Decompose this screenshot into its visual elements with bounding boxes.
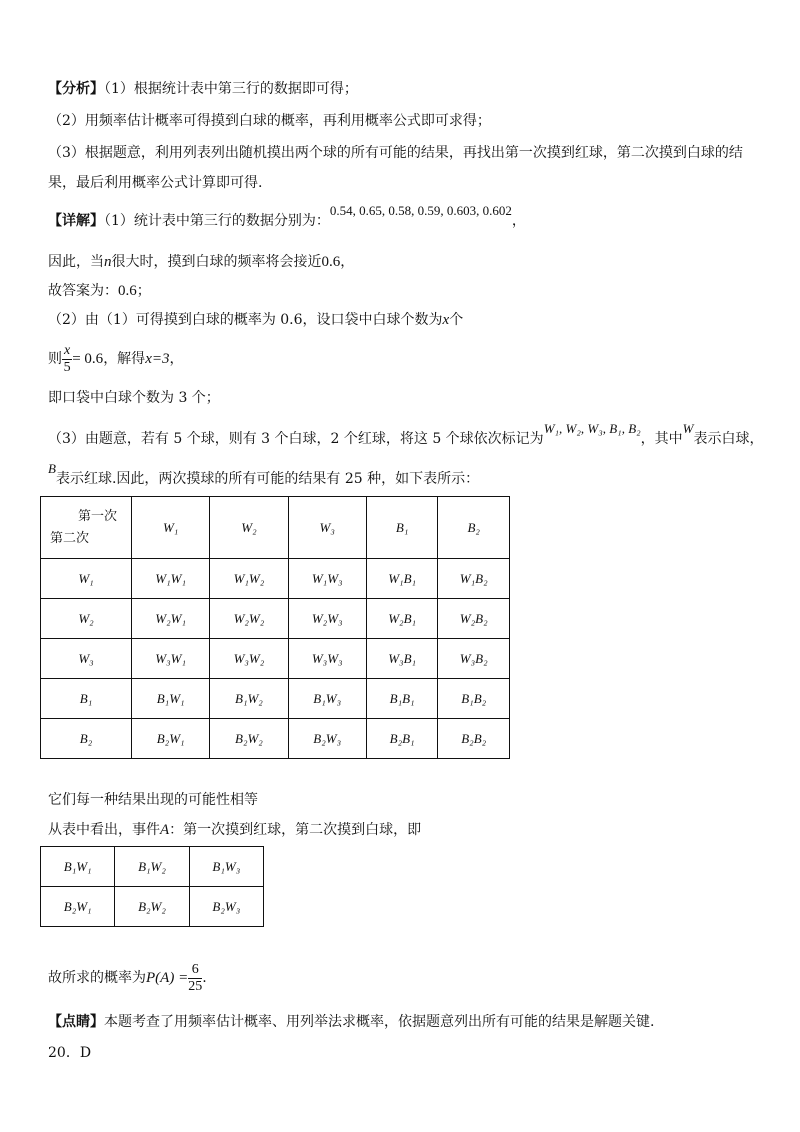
table-cell: B₁W₂ xyxy=(115,847,189,887)
ball-labels: W₁, W₂, W₃, B₁, B₂ xyxy=(543,421,641,436)
fraction-x-over-5 xyxy=(62,343,72,376)
detail-end-1: ， xyxy=(511,213,526,229)
table-row xyxy=(41,679,510,719)
event-table xyxy=(40,846,264,927)
detail-text-7b: ，其中 xyxy=(640,431,683,447)
event-a: A xyxy=(160,822,170,838)
detail-line-8 xyxy=(48,461,480,489)
table-cell: B₂B₁ xyxy=(366,719,438,759)
table-row xyxy=(41,887,264,927)
detail-text-8: 表示红球.因此，两次摸球的所有可能的结果有 25 种，如下表所示： xyxy=(55,471,480,487)
col-header: W₃ xyxy=(288,497,366,559)
detail-label: 【详解】 xyxy=(48,213,104,229)
detail-text-2b: 很大时，摸到白球的频率将会接近 xyxy=(111,254,322,270)
table-cell: W₂W₂ xyxy=(210,599,288,639)
analysis-text-1: （1）根据统计表中第三行的数据即可得； xyxy=(104,81,358,97)
table-cell: B₁B₂ xyxy=(438,679,510,719)
comment-line xyxy=(48,1012,654,1032)
row-header: W₁ xyxy=(41,559,132,599)
result-line xyxy=(48,960,207,996)
frac-den: 5 xyxy=(63,359,71,375)
detail-text-7a: （3）由题意，若有 5 个球，则有 3 个白球，2 个红球，将这 5 个球依次标记为 xyxy=(48,431,544,447)
table-cell: B₂W₃ xyxy=(189,887,263,927)
col-header: W₂ xyxy=(210,497,288,559)
solution: x=3 xyxy=(145,351,170,367)
after-table-line-1: 它们每一种结果出现的可能性相等 xyxy=(48,792,258,808)
answer-0-6: 0.6 xyxy=(118,283,137,299)
detail-line-5 xyxy=(48,341,183,377)
detail-text-2c: ， xyxy=(340,254,355,270)
table-cell: B₁W₃ xyxy=(288,679,366,719)
table-cell: W₁B₂ xyxy=(438,559,510,599)
detail-text-2a: 因此，当 xyxy=(48,254,104,270)
row-header: W₂ xyxy=(41,599,132,639)
analysis-label: 【分析】 xyxy=(48,81,104,97)
detail-text-4b: 个 xyxy=(449,312,464,328)
frac-num: 6 xyxy=(188,962,202,979)
frac-num: x xyxy=(64,342,71,358)
detail-values: 0.54, 0.65, 0.58, 0.59, 0.603, 0.602 xyxy=(329,203,512,218)
table-row xyxy=(41,559,510,599)
comment-text: 本题考查了用频率估计概率、用列举法求概率，依据题意列出所有可能的结果是解题关键. xyxy=(104,1014,655,1030)
table-row xyxy=(41,639,510,679)
detail-text-1: （1）统计表中第三行的数据分别为： xyxy=(104,213,330,229)
table-cell: W₃W₁ xyxy=(132,639,210,679)
table-row xyxy=(41,599,510,639)
corner-first: 第一次 xyxy=(78,508,118,524)
detail-text-3a: 故答案为： xyxy=(48,283,118,299)
after-text-b: ：第一次摸到红球，第二次摸到白球，即 xyxy=(169,822,422,838)
detail-line-6: 即口袋中白球个数为 3 个； xyxy=(48,390,220,406)
row-header: W₃ xyxy=(41,639,132,679)
table-cell: W₂B₂ xyxy=(438,599,510,639)
var-n: n xyxy=(104,254,112,270)
value-0-6: 0.6 xyxy=(321,254,341,270)
table-cell: B₂W₁ xyxy=(41,887,115,927)
table-cell: W₂W₃ xyxy=(288,599,366,639)
table-cell: B₁W₃ xyxy=(189,847,263,887)
equation-rhs: = 0.6 xyxy=(72,351,104,367)
detail-text-5c: ， xyxy=(169,351,184,367)
detail-text-7c: 表示白球， xyxy=(693,431,764,447)
detail-text-4a: （2）由（1）可得摸到白球的概率为 0.6，设口袋中白球个数为 xyxy=(48,312,443,328)
var-x: x xyxy=(442,312,450,328)
row-header: B₁ xyxy=(41,679,132,719)
var-b: B xyxy=(48,461,56,476)
table-cell: W₁W₂ xyxy=(210,559,288,599)
analysis-line-3: （3）根据题意，利用列表列出随机摸出两个球的所有可能的结果，再找出第一次摸到红球，第二次摸到白球的结 xyxy=(48,145,743,161)
table-cell: W₁W₃ xyxy=(288,559,366,599)
after-text-a: 从表中看出，事件 xyxy=(48,822,160,838)
table-row xyxy=(41,847,264,887)
col-header: B₁ xyxy=(366,497,438,559)
detail-line-7 xyxy=(48,421,764,449)
detail-line-3 xyxy=(48,281,151,301)
table-cell: W₃B₁ xyxy=(366,639,438,679)
table-cell: B₁W₁ xyxy=(132,679,210,719)
analysis-line-1 xyxy=(48,79,358,99)
table-header-row xyxy=(41,497,510,559)
table-cell: B₂W₁ xyxy=(132,719,210,759)
col-header: B₂ xyxy=(438,497,510,559)
probability-lhs: P(A) = xyxy=(146,970,189,986)
table-cell: W₃W₃ xyxy=(288,639,366,679)
table-cell: B₂W₂ xyxy=(210,719,288,759)
outcome-table xyxy=(40,496,510,759)
table-cell: B₂W₂ xyxy=(115,887,189,927)
analysis-line-2: （2）用频率估计概率可得摸到白球的概率，再利用概率公式即可求得； xyxy=(48,113,491,129)
analysis-line-4: 果，最后利用概率公式计算即可得. xyxy=(48,175,263,191)
table-cell: W₁W₁ xyxy=(132,559,210,599)
detail-line-1 xyxy=(48,203,526,231)
table-corner xyxy=(41,497,132,559)
frac-den: 25 xyxy=(188,978,203,994)
detail-line-4 xyxy=(48,310,463,330)
table-row xyxy=(41,719,510,759)
detail-text-5b: ，解得 xyxy=(103,351,146,367)
table-cell: W₂W₁ xyxy=(132,599,210,639)
row-header: B₂ xyxy=(41,719,132,759)
detail-text-5a: 则 xyxy=(48,351,62,367)
table-cell: B₁W₁ xyxy=(41,847,115,887)
comment-label: 【点睛】 xyxy=(48,1014,104,1030)
table-cell: W₁B₁ xyxy=(366,559,438,599)
table-cell: B₁B₁ xyxy=(366,679,438,719)
fraction-6-over-25 xyxy=(188,962,202,995)
next-answer: 20．D xyxy=(48,1045,92,1061)
detail-line-2 xyxy=(48,252,354,272)
table-cell: W₂B₁ xyxy=(366,599,438,639)
result-end: . xyxy=(202,970,207,986)
detail-text-3b: ； xyxy=(136,283,151,299)
table-cell: B₁W₂ xyxy=(210,679,288,719)
table-cell: W₃W₂ xyxy=(210,639,288,679)
table-cell: B₂B₂ xyxy=(438,719,510,759)
table-cell: B₂W₃ xyxy=(288,719,366,759)
result-text: 故所求的概率为 xyxy=(48,970,146,986)
after-table-line-2 xyxy=(48,820,421,840)
table-cell: W₃B₂ xyxy=(438,639,510,679)
corner-second: 第二次 xyxy=(50,530,90,546)
col-header: W₁ xyxy=(132,497,210,559)
var-w: W xyxy=(682,421,694,436)
